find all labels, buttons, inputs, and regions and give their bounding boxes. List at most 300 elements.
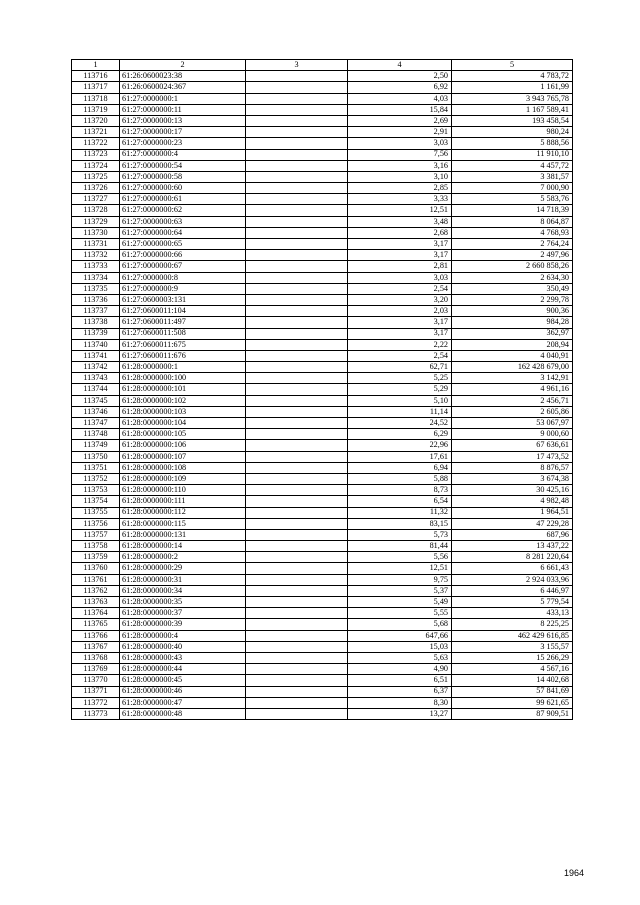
row-number-cell: 113728 — [72, 205, 120, 216]
area-cell: 5,37 — [348, 585, 452, 596]
empty-cell — [246, 171, 348, 182]
value-cell: 15 266,29 — [452, 652, 573, 663]
area-cell: 62,71 — [348, 362, 452, 373]
empty-cell — [246, 675, 348, 686]
cadastral-number-cell: 61:28:0000000:102 — [120, 395, 246, 406]
empty-cell — [246, 585, 348, 596]
table-row — [72, 563, 573, 574]
area-cell: 5,55 — [348, 608, 452, 619]
value-cell: 9 000,60 — [452, 429, 573, 440]
cadastral-number-cell: 61:28:0000000:108 — [120, 462, 246, 473]
empty-cell — [246, 216, 348, 227]
empty-cell — [246, 127, 348, 138]
area-cell: 5,25 — [348, 373, 452, 384]
table-row — [72, 652, 573, 663]
area-cell: 2,22 — [348, 339, 452, 350]
table-row — [72, 597, 573, 608]
value-cell: 6 661,43 — [452, 563, 573, 574]
table-row — [72, 518, 573, 529]
cadastral-number-cell: 61:27:0000000:11 — [120, 104, 246, 115]
cadastral-number-cell: 61:27:0600011:675 — [120, 339, 246, 350]
table-row — [72, 194, 573, 205]
empty-cell — [246, 708, 348, 719]
table-row — [72, 227, 573, 238]
value-cell: 5 779,54 — [452, 597, 573, 608]
cadastral-number-cell: 61:26:0600023:38 — [120, 71, 246, 82]
area-cell: 11,32 — [348, 507, 452, 518]
row-number-cell: 113731 — [72, 239, 120, 250]
empty-cell — [246, 194, 348, 205]
empty-cell — [246, 652, 348, 663]
row-number-cell: 113738 — [72, 317, 120, 328]
row-number-cell: 113757 — [72, 529, 120, 540]
area-cell: 2,69 — [348, 115, 452, 126]
row-number-cell: 113761 — [72, 574, 120, 585]
value-cell: 2 299,78 — [452, 294, 573, 305]
value-cell: 350,49 — [452, 283, 573, 294]
table-row — [72, 641, 573, 652]
table-row — [72, 485, 573, 496]
area-cell: 7,56 — [348, 149, 452, 160]
cadastral-number-cell: 61:28:0000000:29 — [120, 563, 246, 574]
page-number: 1964 — [563, 868, 584, 878]
empty-cell — [246, 272, 348, 283]
empty-cell — [246, 608, 348, 619]
value-cell: 4 982,48 — [452, 496, 573, 507]
row-number-cell: 113729 — [72, 216, 120, 227]
row-number-cell: 113717 — [72, 82, 120, 93]
row-number-cell: 113727 — [72, 194, 120, 205]
cadastral-number-cell: 61:27:0000000:54 — [120, 160, 246, 171]
table-row — [72, 697, 573, 708]
value-cell: 5 583,76 — [452, 194, 573, 205]
register-table — [71, 59, 573, 720]
table-row — [72, 541, 573, 552]
value-cell: 2 456,71 — [452, 395, 573, 406]
table-row — [72, 675, 573, 686]
table-row — [72, 239, 573, 250]
table-row — [72, 71, 573, 82]
value-cell: 208,94 — [452, 339, 573, 350]
value-cell: 14 718,39 — [452, 205, 573, 216]
table-row — [72, 429, 573, 440]
row-number-cell: 113719 — [72, 104, 120, 115]
cadastral-number-cell: 61:28:0000000:4 — [120, 630, 246, 641]
empty-cell — [246, 93, 348, 104]
area-cell: 17,61 — [348, 451, 452, 462]
empty-cell — [246, 406, 348, 417]
value-cell: 984,28 — [452, 317, 573, 328]
area-cell: 3,17 — [348, 239, 452, 250]
table-row — [72, 104, 573, 115]
cadastral-number-cell: 61:28:0000000:107 — [120, 451, 246, 462]
cadastral-number-cell: 61:28:0000000:43 — [120, 652, 246, 663]
cadastral-number-cell: 61:28:0000000:44 — [120, 664, 246, 675]
cadastral-number-cell: 61:28:0000000:35 — [120, 597, 246, 608]
value-cell: 1 167 589,41 — [452, 104, 573, 115]
row-number-cell: 113771 — [72, 686, 120, 697]
row-number-cell: 113724 — [72, 160, 120, 171]
row-number-cell: 113759 — [72, 552, 120, 563]
empty-cell — [246, 563, 348, 574]
empty-cell — [246, 71, 348, 82]
area-cell: 22,96 — [348, 440, 452, 451]
value-cell: 2 764,24 — [452, 239, 573, 250]
empty-cell — [246, 462, 348, 473]
cadastral-number-cell: 61:28:0000000:47 — [120, 697, 246, 708]
value-cell: 193 458,54 — [452, 115, 573, 126]
row-number-cell: 113758 — [72, 541, 120, 552]
row-number-cell: 113756 — [72, 518, 120, 529]
empty-cell — [246, 384, 348, 395]
empty-cell — [246, 473, 348, 484]
cadastral-number-cell: 61:27:0000000:9 — [120, 283, 246, 294]
table-row — [72, 328, 573, 339]
table-row — [72, 619, 573, 630]
value-cell: 900,36 — [452, 306, 573, 317]
cadastral-number-cell: 61:28:0000000:1 — [120, 362, 246, 373]
value-cell: 1 964,51 — [452, 507, 573, 518]
value-cell: 8 225,25 — [452, 619, 573, 630]
row-number-cell: 113735 — [72, 283, 120, 294]
cadastral-number-cell: 61:27:0000000:1 — [120, 93, 246, 104]
value-cell: 2 497,96 — [452, 250, 573, 261]
column-header-4: 4 — [348, 60, 452, 71]
empty-cell — [246, 138, 348, 149]
table-row — [72, 350, 573, 361]
empty-cell — [246, 250, 348, 261]
value-cell: 4 768,93 — [452, 227, 573, 238]
row-number-cell: 113721 — [72, 127, 120, 138]
row-number-cell: 113742 — [72, 362, 120, 373]
row-number-cell: 113745 — [72, 395, 120, 406]
area-cell: 3,03 — [348, 272, 452, 283]
area-cell: 3,17 — [348, 317, 452, 328]
table-row — [72, 552, 573, 563]
table-row — [72, 574, 573, 585]
table-row — [72, 160, 573, 171]
cadastral-number-cell: 61:28:0000000:37 — [120, 608, 246, 619]
cadastral-number-cell: 61:27:0000000:17 — [120, 127, 246, 138]
table-row — [72, 664, 573, 675]
row-number-cell: 113723 — [72, 149, 120, 160]
cadastral-number-cell: 61:28:0000000:39 — [120, 619, 246, 630]
empty-cell — [246, 115, 348, 126]
empty-cell — [246, 418, 348, 429]
area-cell: 81,44 — [348, 541, 452, 552]
value-cell: 1 161,99 — [452, 82, 573, 93]
row-number-cell: 113753 — [72, 485, 120, 496]
table-row — [72, 250, 573, 261]
cadastral-number-cell: 61:27:0000000:58 — [120, 171, 246, 182]
table-row — [72, 384, 573, 395]
row-number-cell: 113725 — [72, 171, 120, 182]
table-row — [72, 373, 573, 384]
cadastral-number-cell: 61:28:0000000:104 — [120, 418, 246, 429]
table-row — [72, 205, 573, 216]
value-cell: 4 961,16 — [452, 384, 573, 395]
value-cell: 3 381,57 — [452, 171, 573, 182]
row-number-cell: 113766 — [72, 630, 120, 641]
empty-cell — [246, 697, 348, 708]
cadastral-number-cell: 61:28:0000000:109 — [120, 473, 246, 484]
cadastral-number-cell: 61:26:0600024:367 — [120, 82, 246, 93]
area-cell: 2,91 — [348, 127, 452, 138]
value-cell: 2 924 033,96 — [452, 574, 573, 585]
empty-cell — [246, 541, 348, 552]
area-cell: 3,20 — [348, 294, 452, 305]
value-cell: 7 000,90 — [452, 183, 573, 194]
value-cell: 87 909,51 — [452, 708, 573, 719]
table-row — [72, 93, 573, 104]
value-cell: 6 446,97 — [452, 585, 573, 596]
value-cell: 8 876,57 — [452, 462, 573, 473]
row-number-cell: 113749 — [72, 440, 120, 451]
row-number-cell: 113760 — [72, 563, 120, 574]
area-cell: 24,52 — [348, 418, 452, 429]
value-cell: 433,13 — [452, 608, 573, 619]
column-header-2: 2 — [120, 60, 246, 71]
value-cell: 3 142,91 — [452, 373, 573, 384]
value-cell: 57 841,69 — [452, 686, 573, 697]
table-row — [72, 127, 573, 138]
empty-cell — [246, 205, 348, 216]
empty-cell — [246, 227, 348, 238]
table-row — [72, 585, 573, 596]
value-cell: 2 634,30 — [452, 272, 573, 283]
table-row — [72, 362, 573, 373]
cadastral-number-cell: 61:28:0000000:131 — [120, 529, 246, 540]
value-cell: 4 040,91 — [452, 350, 573, 361]
cadastral-number-cell: 61:27:0000000:61 — [120, 194, 246, 205]
cadastral-number-cell: 61:28:0000000:45 — [120, 675, 246, 686]
value-cell: 3 155,57 — [452, 641, 573, 652]
empty-cell — [246, 328, 348, 339]
area-cell: 8,73 — [348, 485, 452, 496]
row-number-cell: 113720 — [72, 115, 120, 126]
table-row — [72, 171, 573, 182]
value-cell: 67 636,61 — [452, 440, 573, 451]
empty-cell — [246, 339, 348, 350]
table-row — [72, 462, 573, 473]
table-row — [72, 272, 573, 283]
row-number-cell: 113763 — [72, 597, 120, 608]
area-cell: 5,10 — [348, 395, 452, 406]
row-number-cell: 113773 — [72, 708, 120, 719]
table-row — [72, 138, 573, 149]
cadastral-number-cell: 61:28:0000000:40 — [120, 641, 246, 652]
value-cell: 4 457,72 — [452, 160, 573, 171]
cadastral-number-cell: 61:27:0000000:64 — [120, 227, 246, 238]
area-cell: 9,75 — [348, 574, 452, 585]
value-cell: 11 910,10 — [452, 149, 573, 160]
table-row — [72, 473, 573, 484]
row-number-cell: 113750 — [72, 451, 120, 462]
table-row — [72, 686, 573, 697]
table-row — [72, 451, 573, 462]
table-row — [72, 440, 573, 451]
value-cell: 4 567,16 — [452, 664, 573, 675]
header-row — [72, 60, 573, 71]
cadastral-number-cell: 61:28:0000000:101 — [120, 384, 246, 395]
area-cell: 6,92 — [348, 82, 452, 93]
value-cell: 5 888,56 — [452, 138, 573, 149]
table-row — [72, 306, 573, 317]
value-cell: 8 281 220,64 — [452, 552, 573, 563]
table-row — [72, 149, 573, 160]
area-cell: 647,66 — [348, 630, 452, 641]
cadastral-number-cell: 61:28:0000000:2 — [120, 552, 246, 563]
empty-cell — [246, 440, 348, 451]
empty-cell — [246, 574, 348, 585]
cadastral-number-cell: 61:27:0000000:63 — [120, 216, 246, 227]
row-number-cell: 113743 — [72, 373, 120, 384]
table-row — [72, 630, 573, 641]
area-cell: 5,49 — [348, 597, 452, 608]
row-number-cell: 113754 — [72, 496, 120, 507]
area-cell: 4,90 — [348, 664, 452, 675]
row-number-cell: 113736 — [72, 294, 120, 305]
row-number-cell: 113732 — [72, 250, 120, 261]
value-cell: 687,96 — [452, 529, 573, 540]
table-row — [72, 507, 573, 518]
empty-cell — [246, 104, 348, 115]
row-number-cell: 113770 — [72, 675, 120, 686]
value-cell: 2 660 858,26 — [452, 261, 573, 272]
cadastral-number-cell: 61:28:0000000:48 — [120, 708, 246, 719]
value-cell: 4 783,72 — [452, 71, 573, 82]
row-number-cell: 113752 — [72, 473, 120, 484]
cadastral-number-cell: 61:28:0000000:14 — [120, 541, 246, 552]
row-number-cell: 113747 — [72, 418, 120, 429]
cadastral-number-cell: 61:28:0000000:46 — [120, 686, 246, 697]
empty-cell — [246, 529, 348, 540]
empty-cell — [246, 597, 348, 608]
value-cell: 362,97 — [452, 328, 573, 339]
cadastral-number-cell: 61:27:0000000:65 — [120, 239, 246, 250]
value-cell: 30 425,16 — [452, 485, 573, 496]
cadastral-number-cell: 61:28:0000000:115 — [120, 518, 246, 529]
area-cell: 83,15 — [348, 518, 452, 529]
value-cell: 462 429 616,85 — [452, 630, 573, 641]
empty-cell — [246, 183, 348, 194]
empty-cell — [246, 507, 348, 518]
empty-cell — [246, 294, 348, 305]
value-cell: 2 605,86 — [452, 406, 573, 417]
value-cell: 47 229,28 — [452, 518, 573, 529]
empty-cell — [246, 149, 348, 160]
cadastral-number-cell: 61:27:0600011:497 — [120, 317, 246, 328]
row-number-cell: 113772 — [72, 697, 120, 708]
value-cell: 17 473,52 — [452, 451, 573, 462]
value-cell: 13 437,22 — [452, 541, 573, 552]
row-number-cell: 113751 — [72, 462, 120, 473]
table-row — [72, 82, 573, 93]
area-cell: 13,27 — [348, 708, 452, 719]
column-header-1: 1 — [72, 60, 120, 71]
row-number-cell: 113726 — [72, 183, 120, 194]
value-cell: 162 428 679,00 — [452, 362, 573, 373]
area-cell: 2,68 — [348, 227, 452, 238]
table-row — [72, 708, 573, 719]
area-cell: 2,81 — [348, 261, 452, 272]
area-cell: 3,17 — [348, 250, 452, 261]
empty-cell — [246, 395, 348, 406]
area-cell: 3,03 — [348, 138, 452, 149]
table-row — [72, 418, 573, 429]
table-row — [72, 608, 573, 619]
empty-cell — [246, 283, 348, 294]
row-number-cell: 113716 — [72, 71, 120, 82]
area-cell: 11,14 — [348, 406, 452, 417]
empty-cell — [246, 630, 348, 641]
cadastral-number-cell: 61:28:0000000:110 — [120, 485, 246, 496]
value-cell: 53 067,97 — [452, 418, 573, 429]
table-row — [72, 339, 573, 350]
table-row — [72, 216, 573, 227]
table-row — [72, 183, 573, 194]
empty-cell — [246, 619, 348, 630]
empty-cell — [246, 518, 348, 529]
empty-cell — [246, 664, 348, 675]
row-number-cell: 113741 — [72, 350, 120, 361]
row-number-cell: 113762 — [72, 585, 120, 596]
cadastral-number-cell: 61:27:0000000:60 — [120, 183, 246, 194]
value-cell: 980,24 — [452, 127, 573, 138]
row-number-cell: 113764 — [72, 608, 120, 619]
value-cell: 14 402,68 — [452, 675, 573, 686]
area-cell: 3,10 — [348, 171, 452, 182]
empty-cell — [246, 239, 348, 250]
empty-cell — [246, 496, 348, 507]
empty-cell — [246, 362, 348, 373]
table-row — [72, 283, 573, 294]
area-cell: 12,51 — [348, 205, 452, 216]
cadastral-number-cell: 61:27:0000000:62 — [120, 205, 246, 216]
area-cell: 2,54 — [348, 350, 452, 361]
cadastral-number-cell: 61:27:0000000:4 — [120, 149, 246, 160]
value-cell: 99 621,65 — [452, 697, 573, 708]
area-cell: 6,37 — [348, 686, 452, 697]
row-number-cell: 113740 — [72, 339, 120, 350]
area-cell: 6,54 — [348, 496, 452, 507]
cadastral-number-cell: 61:28:0000000:100 — [120, 373, 246, 384]
row-number-cell: 113767 — [72, 641, 120, 652]
cadastral-number-cell: 61:27:0000000:66 — [120, 250, 246, 261]
area-cell: 5,56 — [348, 552, 452, 563]
row-number-cell: 113748 — [72, 429, 120, 440]
value-cell: 3 943 765,78 — [452, 93, 573, 104]
cadastral-number-cell: 61:27:0000000:23 — [120, 138, 246, 149]
empty-cell — [246, 485, 348, 496]
area-cell: 15,03 — [348, 641, 452, 652]
empty-cell — [246, 350, 348, 361]
column-header-3: 3 — [246, 60, 348, 71]
row-number-cell: 113746 — [72, 406, 120, 417]
empty-cell — [246, 451, 348, 462]
area-cell: 5,68 — [348, 619, 452, 630]
area-cell: 8,30 — [348, 697, 452, 708]
value-cell: 3 674,38 — [452, 473, 573, 484]
empty-cell — [246, 82, 348, 93]
table-body — [72, 71, 573, 720]
cadastral-number-cell: 61:28:0000000:106 — [120, 440, 246, 451]
cadastral-number-cell: 61:28:0000000:103 — [120, 406, 246, 417]
cadastral-number-cell: 61:27:0600011:104 — [120, 306, 246, 317]
row-number-cell: 113755 — [72, 507, 120, 518]
area-cell: 2,03 — [348, 306, 452, 317]
row-number-cell: 113722 — [72, 138, 120, 149]
